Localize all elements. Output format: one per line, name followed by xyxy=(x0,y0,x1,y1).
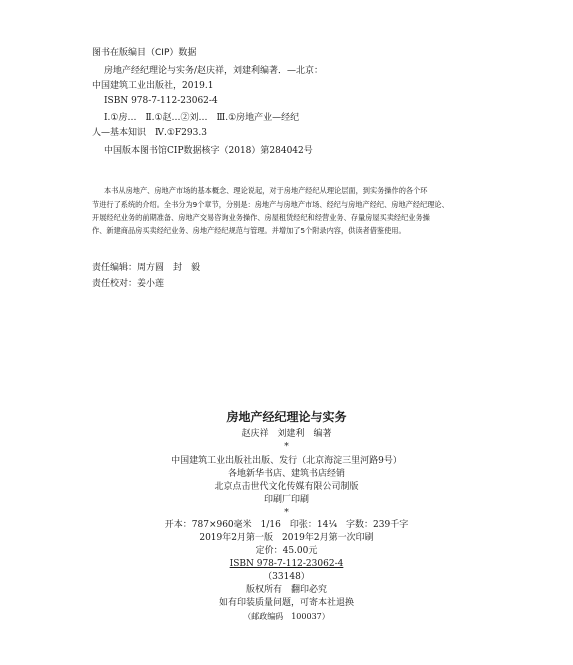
colophon-isbn: ISBN 978-7-112-23062-4 xyxy=(229,559,344,569)
responsible-editor: 责任编辑：周方圆 封 毅 xyxy=(92,263,201,273)
return-note: 如有印装质量问题，可寄本社退换 xyxy=(218,598,354,608)
cip-heading: 图书在版编目（CIP）数据 xyxy=(92,48,197,58)
cip-line-title: 房地产经纪理论与实务/赵庆祥，刘建利编著．—北京： xyxy=(104,66,324,76)
book-title: 房地产经纪理论与实务 xyxy=(226,410,347,424)
summary-line-1: 本书从房地产、房地产市场的基本概念、理论说起，对于房地产经纪从理论层面，到实务操作的各个环 xyxy=(104,186,428,195)
separator-star-2: * xyxy=(284,508,289,518)
printer-line: 印刷厂印刷 xyxy=(263,495,309,505)
cip-line-publisher: 中国建筑工业出版社，2019.1 xyxy=(92,81,214,91)
summary-line-2: 节进行了系统的介绍。全书分为9个章节，分别是：房地产与房地产市场、经纪与房地产经纪、房地产经纪理论、 xyxy=(92,200,449,209)
typesetter-line: 北京点击世代文化传媒有限公司制版 xyxy=(214,482,359,492)
book-authors: 赵庆祥 刘建利 编著 xyxy=(241,429,332,439)
responsible-proofreader: 责任校对：姜小莲 xyxy=(92,279,165,289)
cip-record-number: 中国版本图书馆CIP数据核字（2018）第284042号 xyxy=(104,146,313,156)
rights-line: 版权所有 翻印必究 xyxy=(245,585,327,595)
summary-line-3: 开展经纪业务的前期准备、房地产交易咨询业务操作、房屋租赁经纪和经营业务、存量房屋买卖经纪业务操 xyxy=(92,213,430,222)
cip-isbn: ISBN 978-7-112-23062-4 xyxy=(104,96,218,106)
cip-class-line-1: Ⅰ.①房… Ⅱ.①赵…②刘… Ⅲ.①房地产业—经纪 xyxy=(104,113,300,123)
edition-line: 2019年2月第一版 2019年2月第一次印刷 xyxy=(199,533,374,543)
cip-class-line-2: 人—基本知识 Ⅳ.①F293.3 xyxy=(92,128,207,138)
book-specs: 开本：787×960毫米 1/16 印张：14¼ 字数：239千字 xyxy=(164,520,409,530)
price-line: 定价：45.00元 xyxy=(255,546,318,556)
publisher-line: 中国建筑工业出版社出版、发行（北京海淀三里河路9号） xyxy=(171,456,402,466)
summary-line-4: 作、新建商品房买卖经纪业务、房地产经纪规范与管理。并增加了5个附录内容，供读者借鉴使用。 xyxy=(92,226,406,235)
postcode-line: （邮政编码 100037） xyxy=(243,612,330,621)
distributor-line: 各地新华书店、建筑书店经销 xyxy=(227,469,345,479)
separator-star-1: * xyxy=(284,442,289,452)
book-code: （33148） xyxy=(263,572,310,582)
